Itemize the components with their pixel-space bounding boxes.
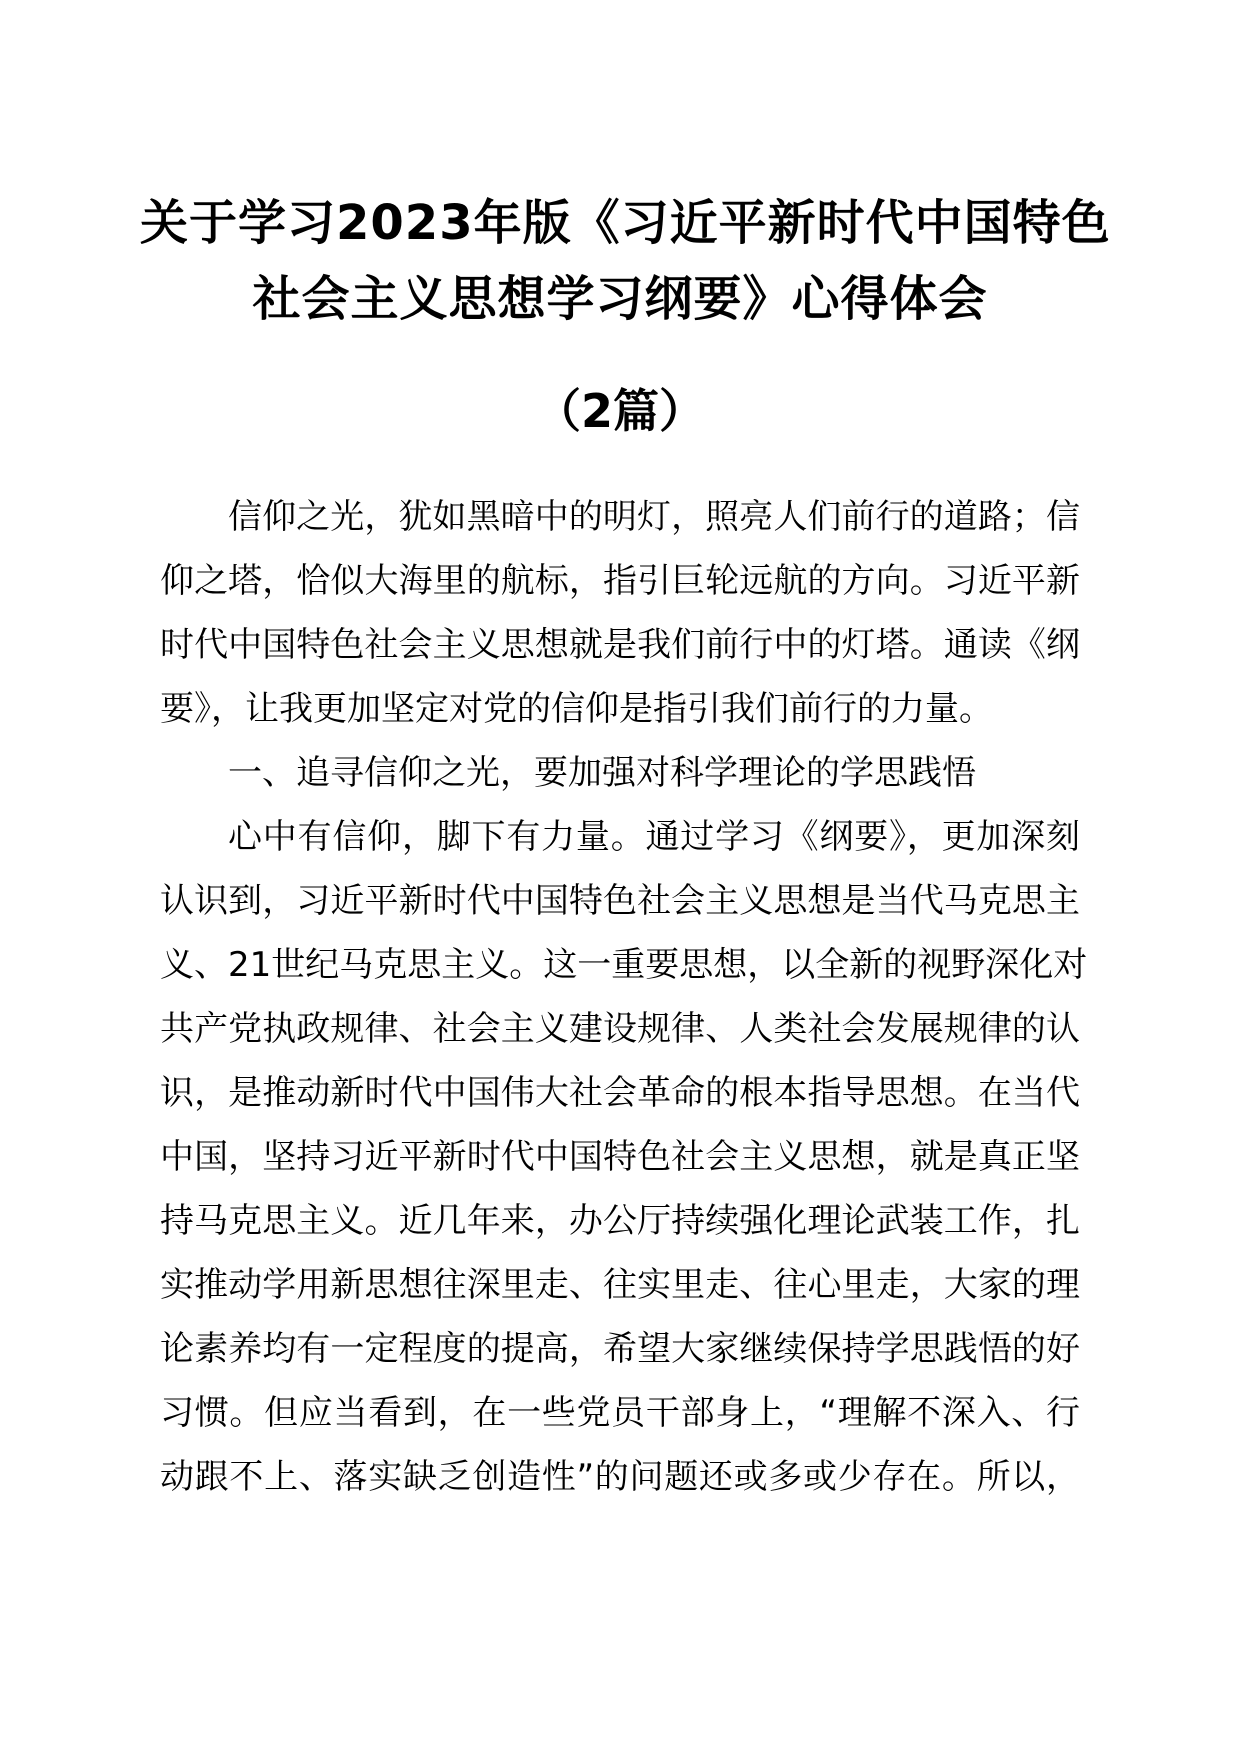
- text-line: 一、追寻信仰之光，要加强对科学理论的学思践悟: [228, 753, 976, 793]
- text-line: 中国，坚持习近平新时代中国特色社会主义思想，就是真正坚: [160, 1137, 1080, 1177]
- text-line: 信仰之光，犹如黑暗中的明灯，照亮人们前行的道路；信: [228, 497, 1080, 537]
- text-line: 共产党执政规律、社会主义建设规律、人类社会发展规律的认: [160, 1009, 1080, 1049]
- text-line: 义、21世纪马克思主义。这一重要思想，以全新的视野深化对: [160, 945, 1088, 985]
- text-line: 认识到，习近平新时代中国特色社会主义思想是当代马克思主: [160, 881, 1080, 921]
- body-text: [160, 485, 1088, 1509]
- text-line: 持马克思主义。近几年来，办公厅持续强化理论武装工作，扎: [160, 1201, 1080, 1241]
- text-line: 仰之塔，恰似大海里的航标，指引巨轮远航的方向。习近平新: [160, 561, 1080, 601]
- text-line: 心中有信仰，脚下有力量。通过学习《纲要》，更加深刻: [228, 817, 1080, 857]
- text-line: 习惯。但应当看到，在一些党员干部身上，“理解不深入、行: [160, 1393, 1080, 1433]
- text-line: 动跟不上、落实缺乏创造性”的问题还或多或少存在。所以，: [160, 1457, 1080, 1497]
- document-subtitle: （2篇）: [534, 384, 705, 438]
- document-title: [140, 185, 1111, 337]
- title-line-1: 关于学习2023年版《习近平新时代中国特色: [140, 195, 1111, 251]
- text-line: 时代中国特色社会主义思想就是我们前行中的灯塔。通读《纲: [160, 625, 1080, 665]
- text-line: 论素养均有一定程度的提高，希望大家继续保持学思践悟的好: [160, 1329, 1080, 1369]
- title-line-2: 社会主义思想学习纲要》心得体会: [252, 271, 988, 327]
- text-line: 识，是推动新时代中国伟大社会革命的根本指导思想。在当代: [160, 1073, 1080, 1113]
- text-line: 要》，让我更加坚定对党的信仰是指引我们前行的力量。: [160, 689, 993, 729]
- text-line: 实推动学用新思想往深里走、往实里走、往心里走，大家的理: [160, 1265, 1080, 1305]
